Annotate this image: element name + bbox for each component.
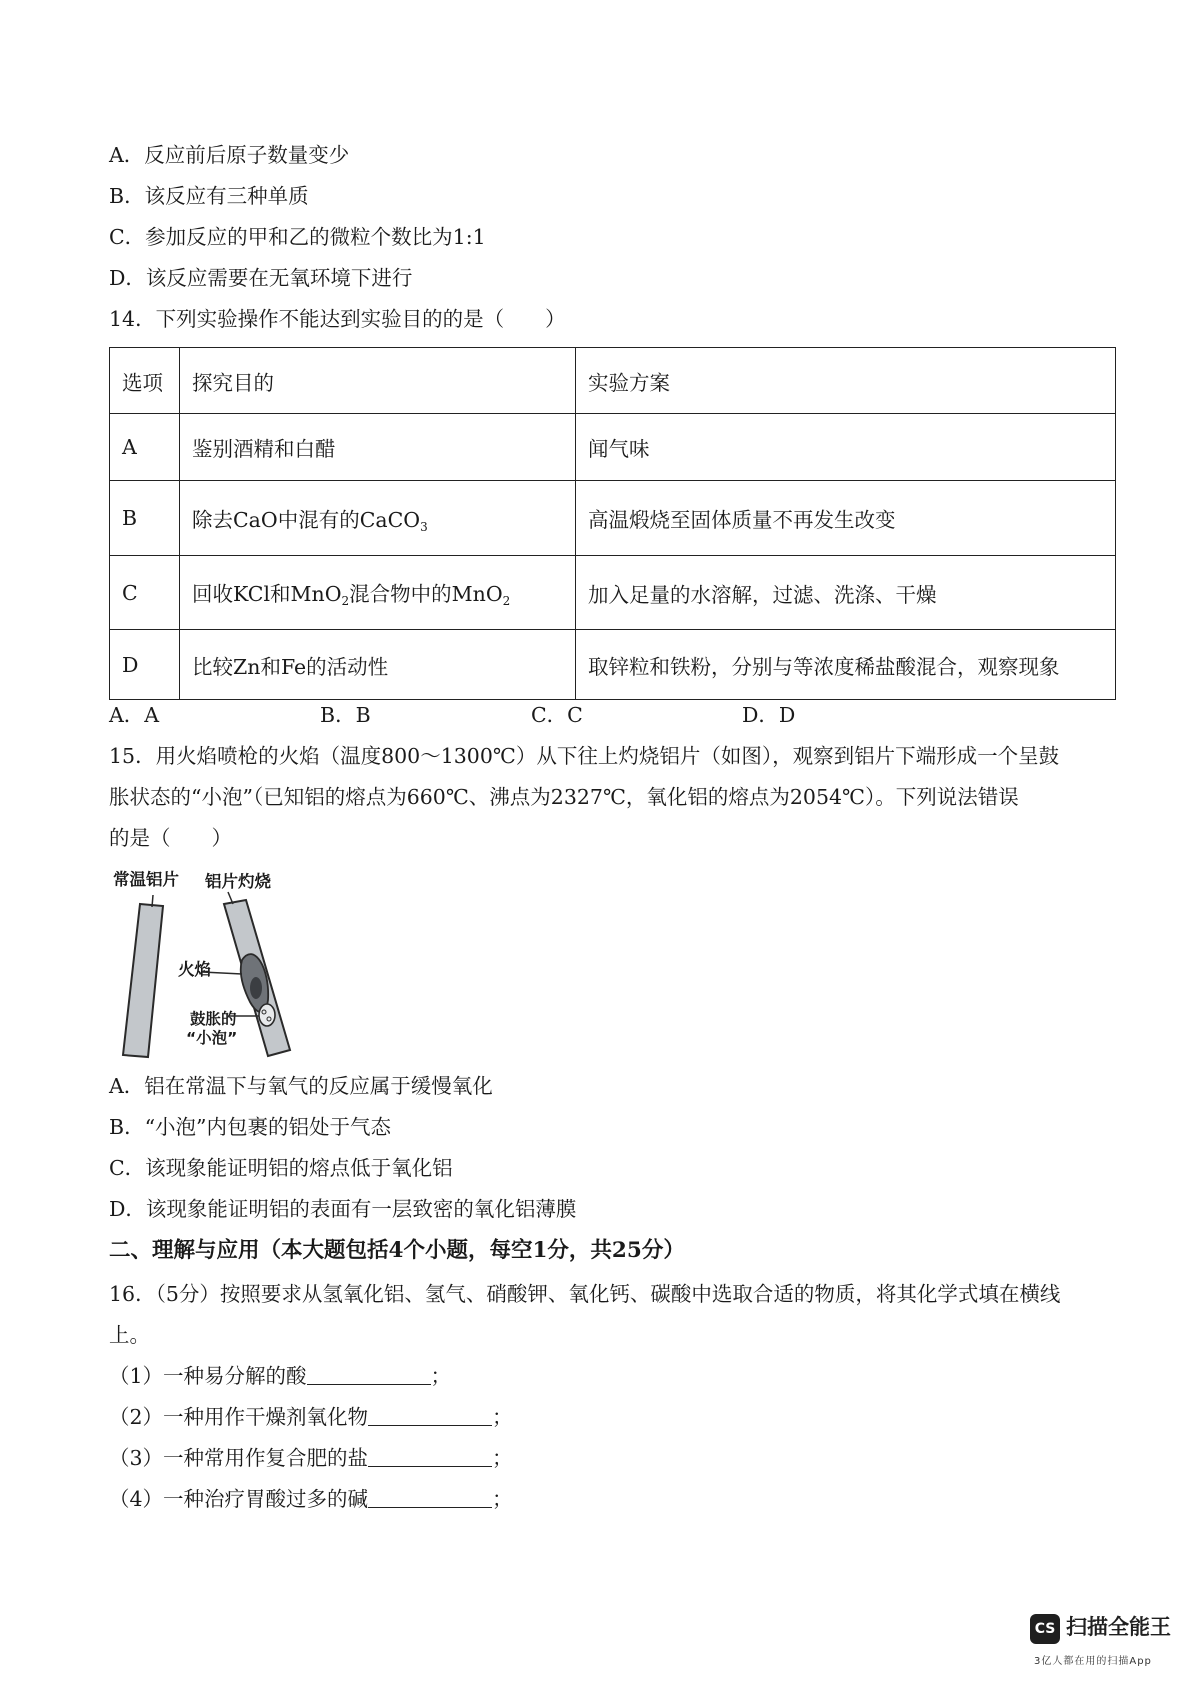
goal-text: 回收KCl和MnO	[192, 582, 342, 606]
table-row	[110, 556, 1116, 630]
label-room-temp: 常温铝片	[113, 870, 179, 889]
row-plan: 取锌粒和铁粉，分别与等浓度稀盐酸混合，观察现象	[576, 630, 1116, 700]
q16-item-2	[109, 1407, 513, 1428]
q13-option-c: C．参加反应的甲和乙的微粒个数比为1:1	[109, 225, 486, 249]
label-flame: 火焰	[178, 960, 211, 979]
app-name: 扫描全能王	[1066, 1615, 1171, 1639]
q15-option-d: D．该现象能证明铝的表面有一层致密的氧化铝薄膜	[109, 1197, 577, 1221]
item-text: （4）一种治疗胃酸过多的碱	[109, 1487, 369, 1511]
row-plan: 闻气味	[576, 414, 1116, 481]
scanner-watermark	[1030, 1610, 1170, 1672]
answer-blank[interactable]	[368, 1448, 492, 1467]
q15-stem-line3: 的是（ ）	[109, 826, 232, 850]
label-burning: 铝片灼烧	[205, 872, 271, 891]
q16-stem-line1: 16．（5分）按照要求从氢氧化铝、氢气、硝酸钾、氧化钙、碳酸中选取合适的物质，将其化学式填在横线	[109, 1282, 1061, 1306]
section-title: 二、理解与应用（本大题包括4个小题，每空1分，共25分）	[109, 1238, 685, 1263]
q16-item-4	[109, 1489, 513, 1510]
q14-answer-a: A．A	[109, 703, 160, 727]
row-goal	[180, 556, 576, 630]
app-tagline: 3亿人都在用的扫描App	[1034, 1656, 1152, 1667]
label-leader	[152, 895, 153, 907]
subscript: 3	[420, 519, 428, 534]
label-bubble-1: 鼓胀的	[190, 1010, 237, 1028]
row-goal	[180, 481, 576, 556]
room-temp-strip	[123, 904, 163, 1057]
row-option: C	[110, 556, 180, 630]
row-option: D	[110, 630, 180, 700]
q14-answer-b: B．B	[320, 703, 371, 727]
subscript: 2	[341, 594, 350, 608]
bubble-shape	[259, 1004, 275, 1026]
item-text: （1）一种易分解的酸	[109, 1364, 307, 1388]
row-goal: 比较Zn和Fe的活动性	[180, 630, 576, 700]
q14-answer-d: D．D	[742, 703, 796, 727]
flame-core	[250, 977, 262, 999]
row-goal: 鉴别酒精和白醋	[180, 414, 576, 481]
end-mark: ；	[492, 1446, 513, 1470]
q16-item-1	[109, 1366, 451, 1387]
end-mark: ；	[430, 1364, 452, 1388]
row-plan: 加入足量的水溶解，过滤、洗涤、干燥	[576, 556, 1116, 630]
q15-stem-line2: 胀状态的“小泡”（已知铝的熔点为660℃、沸点为2327℃，氧化铝的熔点为2054℃）。下列说法错误	[109, 785, 1019, 809]
row-option: A	[110, 414, 180, 481]
end-mark: ；	[492, 1487, 513, 1511]
flame-leader	[202, 972, 242, 974]
row-plan: 高温煅烧至固体质量不再发生改变	[576, 481, 1116, 556]
answer-blank[interactable]	[368, 1407, 492, 1426]
aluminum-strip-illustration	[100, 890, 310, 1062]
q13-option-d: D．该反应需要在无氧环境下进行	[109, 266, 413, 290]
camscanner-logo-icon: CS	[1030, 1614, 1060, 1644]
q16-item-3	[109, 1448, 513, 1469]
answer-blank[interactable]	[307, 1366, 431, 1385]
q15-option-a: A．铝在常温下与氧气的反应属于缓慢氧化	[109, 1074, 493, 1098]
item-text: （2）一种用作干燥剂氧化物	[109, 1405, 369, 1429]
goal-text: 除去CaO中混有的CaCO	[192, 507, 421, 532]
header-goal: 探究目的	[180, 348, 576, 414]
q15-option-b: B．“小泡”内包裹的铝处于气态	[109, 1115, 392, 1139]
q15-option-c: C．该现象能证明铝的熔点低于氧化铝	[109, 1156, 453, 1180]
subscript: 2	[502, 594, 511, 608]
answer-blank[interactable]	[368, 1489, 492, 1508]
table-row	[110, 630, 1116, 700]
table-row	[110, 481, 1116, 556]
table-row	[110, 414, 1116, 481]
table-header-row	[110, 348, 1116, 414]
q13-option-b: B．该反应有三种单质	[109, 184, 309, 208]
q14-table	[109, 347, 1116, 700]
q14-stem: 14．下列实验操作不能达到实验目的的是（ ）	[109, 307, 566, 331]
goal-text: 混合物中的MnO	[349, 582, 503, 606]
item-text: （3）一种常用作复合肥的盐	[109, 1446, 369, 1470]
q15-stem-line1: 15．用火焰喷枪的火焰（温度800～1300℃）从下往上灼烧铝片（如图），观察到铝片下端形成一个呈鼓	[109, 744, 1060, 768]
q14-answer-c: C．C	[531, 703, 583, 727]
header-option: 选项	[110, 348, 180, 414]
q16-stem-line2: 上。	[109, 1323, 150, 1347]
label-bubble-2: “小泡”	[186, 1029, 238, 1047]
header-plan: 实验方案	[576, 348, 1116, 414]
end-mark: ；	[492, 1405, 513, 1429]
q13-option-a: A．反应前后原子数量变少	[109, 143, 350, 167]
row-option: B	[110, 481, 180, 556]
